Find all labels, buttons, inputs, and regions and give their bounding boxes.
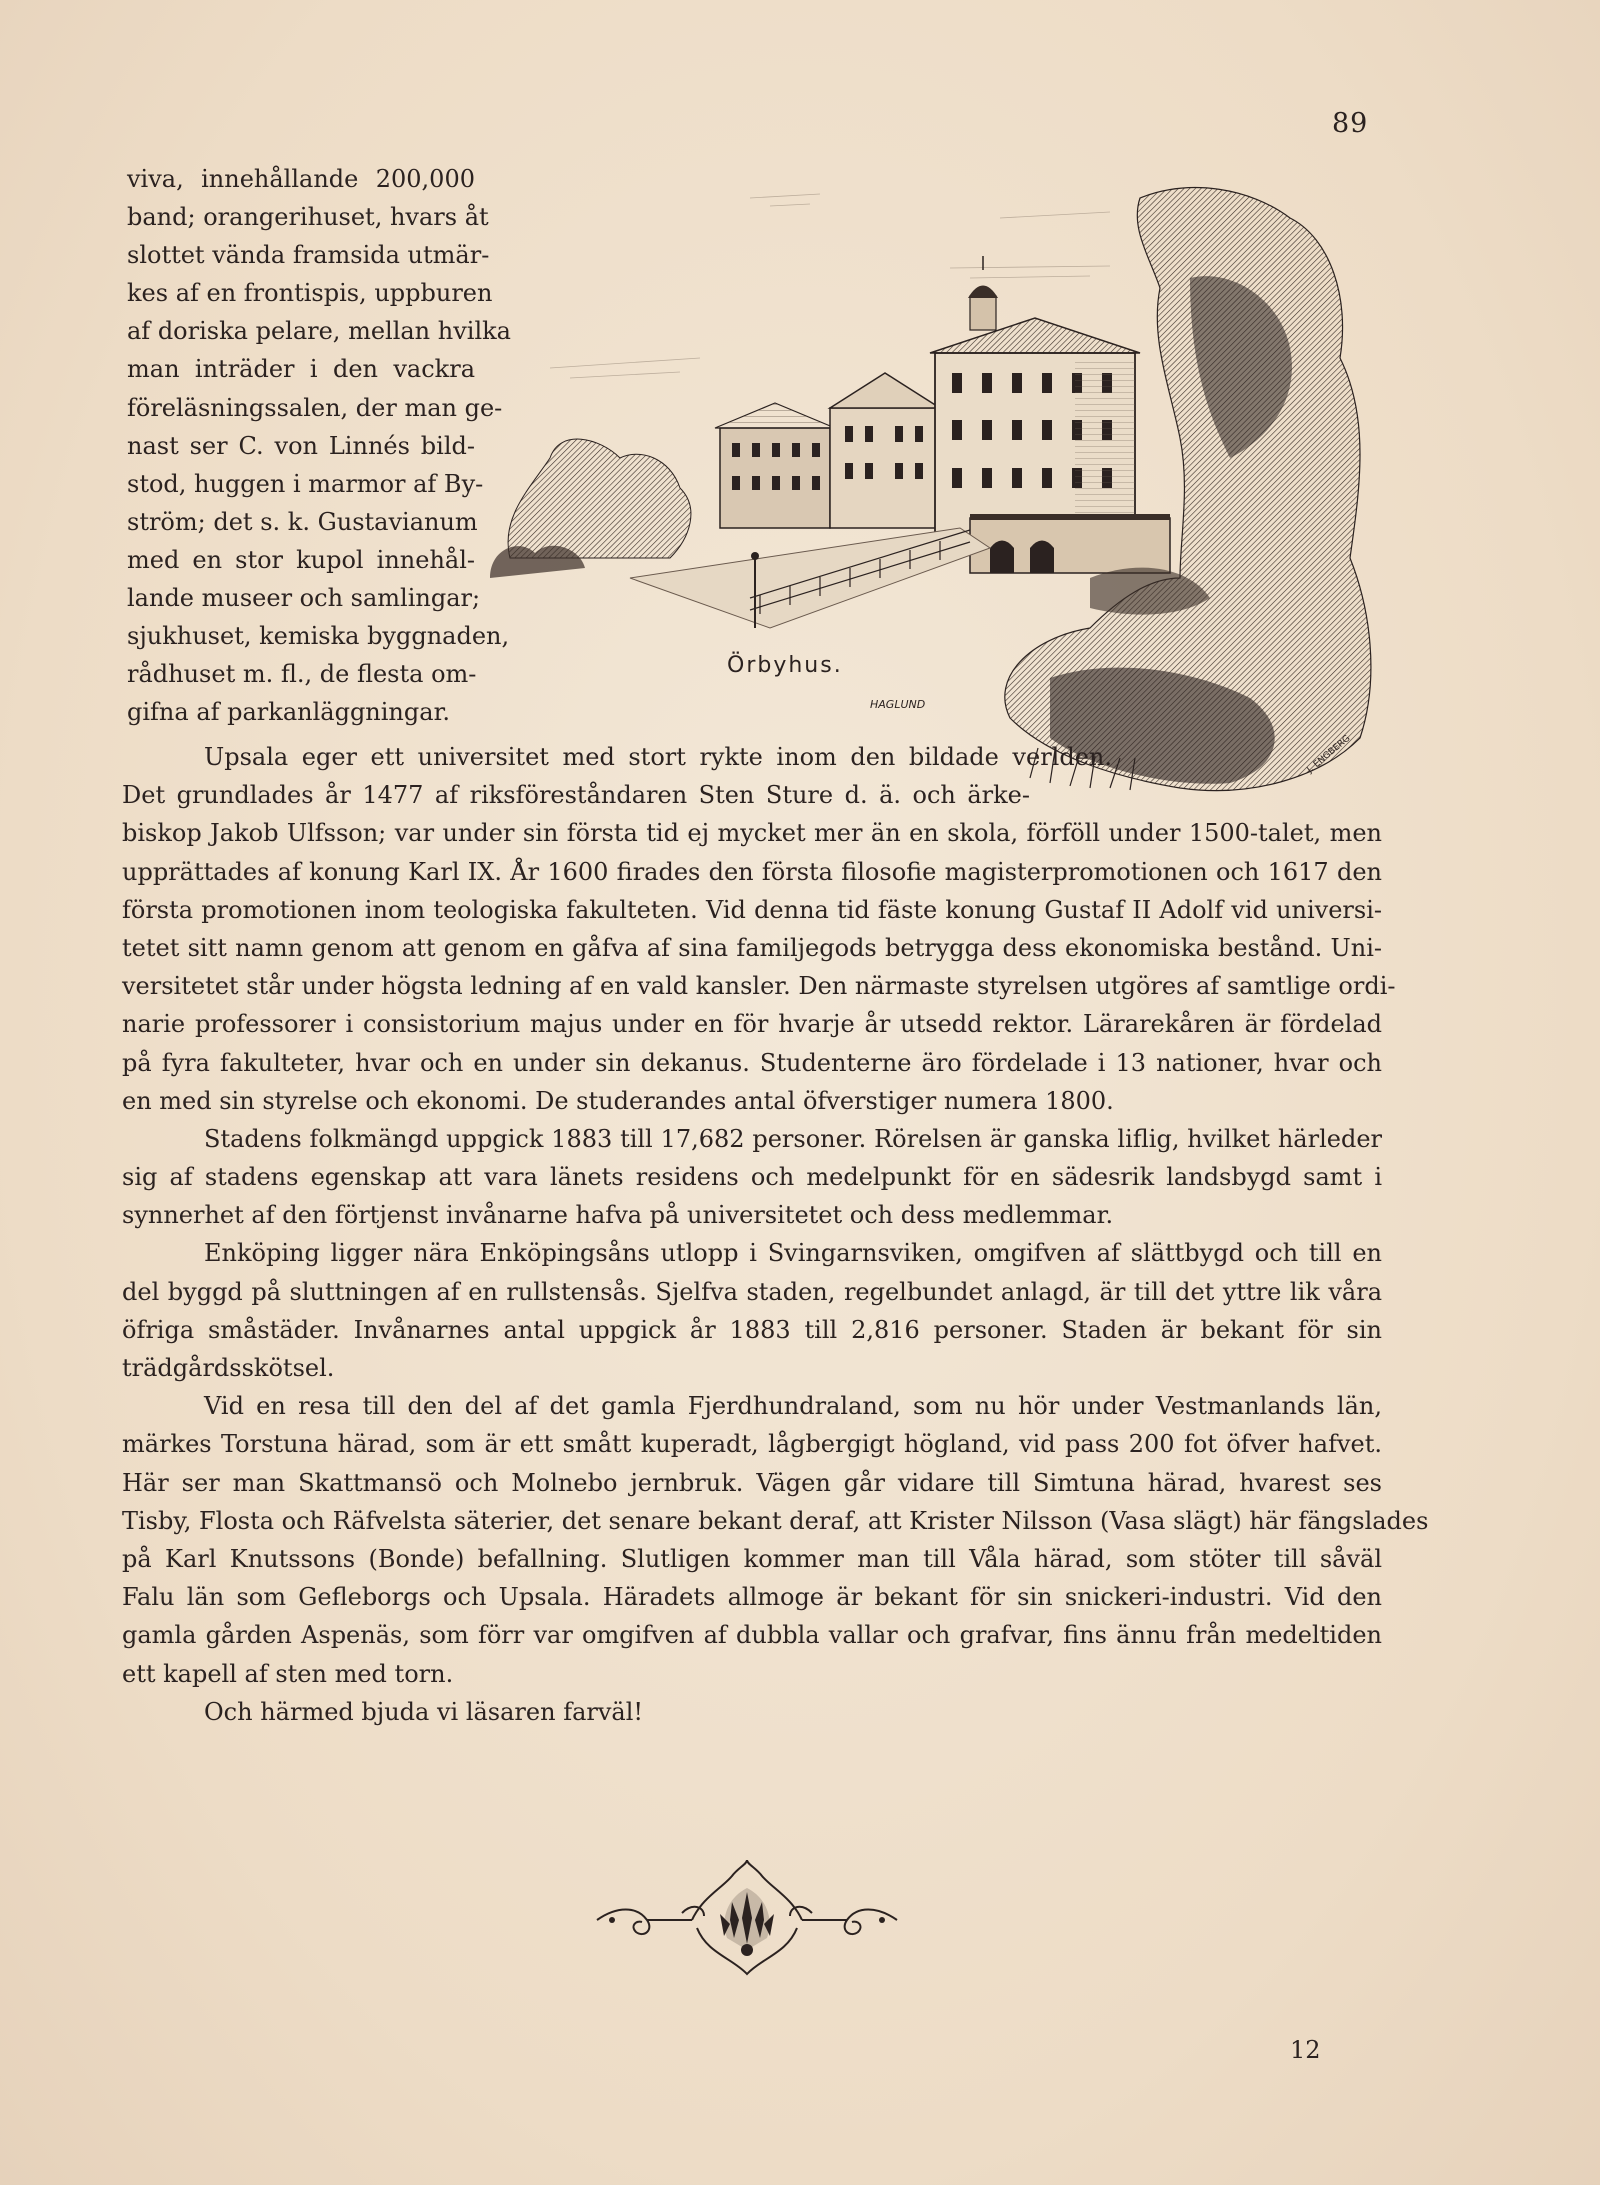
body-line: synnerhet af den förtjenst invånarne hafva på universitetet och dess medlemmar. — [122, 1201, 1114, 1230]
page-number: 89 — [1332, 108, 1369, 139]
body-line: Enköping ligger nära Enköpingsåns utlopp i Svingarnsviken, omgifven af slättbygd och till en — [204, 1239, 1382, 1268]
side-line: band; orangerihuset, hvars åt — [127, 203, 489, 232]
side-line: man inträder i den vackra — [127, 355, 475, 384]
body-line: Här ser man Skattmansö och Molnebo jernbruk. Vägen går vidare till Simtuna härad, hvarest ses — [122, 1468, 1382, 1497]
body-line: versitetet står under högsta ledning af en vald kansler. Den närmaste styrelsen utgöres af samtlige ordi- — [122, 972, 1396, 1001]
body-line: Det grundlades år 1477 af riksföreståndaren Sten Sture d. ä. och ärke- — [122, 781, 1030, 810]
body-line: sig af stadens egenskap att vara länets residens och medelpunkt för en sädesrik landsbygd samt i — [122, 1163, 1382, 1192]
body-line: första promotionen inom teologiska fakulteten. Vid denna tid fäste konung Gustaf II Adolf vid universi- — [122, 895, 1382, 924]
body-line: Tisby, Flosta och Räfvelsta säterier, det senare bekant deraf, att Krister Nilsson (Vasa slägt) här fängslades — [122, 1506, 1429, 1535]
side-line: gifna af parkanläggningar. — [127, 698, 451, 727]
body-line: Upsala eger ett universitet med stort rykte inom den bildade verlden. — [204, 743, 1112, 771]
side-line: viva, innehållande 200,000 — [127, 165, 475, 193]
body-line: märkes Torstuna härad, som är ett smått kuperadt, lågbergigt högland, vid pass 200 fot öfver hafvet. — [122, 1430, 1382, 1459]
body-line: gamla gården Aspenäs, som förr var omgifven af dubbla vallar och grafvar, fins ännu från medeltiden — [122, 1621, 1382, 1650]
side-line: nast ser C. von Linnés bild- — [127, 431, 475, 460]
side-line: rådhuset m. fl., de flesta om- — [127, 660, 477, 689]
body-line: Stadens folkmängd uppgick 1883 till 17,682 personer. Rörelsen är ganska liflig, hvilket härleder — [204, 1124, 1382, 1153]
side-line: med en stor kupol innehål- — [127, 545, 475, 574]
side-line: ström; det s. k. Gustavianum — [127, 507, 478, 536]
body-line: Och härmed bjuda vi läsaren farväl! — [204, 1697, 644, 1726]
illustration-caption: Örbyhus. — [727, 653, 843, 678]
engraver-signature: J. ENGBERG — [1305, 733, 1353, 776]
side-line: af doriska pelare, mellan hvilka — [127, 317, 511, 346]
side-line: lande museer och samlingar; — [127, 584, 481, 613]
body-line: upprättades af konung Karl IX. År 1600 firades den första filosofie magisterpromotionen och 1617 den — [122, 857, 1382, 886]
body-line: Falu län som Gefleborgs och Upsala. Häradets allmoge är bekant för sin snickeri-industri. Vid den — [122, 1583, 1382, 1612]
body-line: narie professorer i consistorium majus under en för hvarje år utsedd rektor. Lärarekåren är fördelad — [122, 1010, 1382, 1039]
orbyhus-engraving — [490, 158, 1390, 818]
body-line: biskop Jakob Ulfsson; var under sin första tid ej mycket mer än en skola, förföll under 1500-talet, men — [122, 819, 1382, 848]
body-line: på Karl Knutssons (Bonde) befallning. Slutligen kommer man till Våla härad, som stöter till såväl — [122, 1544, 1382, 1573]
side-line: slottet vända framsida utmär- — [127, 241, 490, 270]
artist-signature: HAGLUND — [870, 698, 926, 711]
side-line: sjukhuset, kemiska byggnaden, — [127, 622, 510, 651]
body-line: del byggd på sluttningen af en rullstensås. Sjelfva staden, regelbundet anlagd, är till det yttre lik våra — [122, 1277, 1382, 1306]
body-line: öfriga småstäder. Invånarnes antal uppgick år 1883 till 2,816 personer. Staden är bekant för sin — [122, 1315, 1382, 1344]
body-line: Vid en resa till den del af det gamla Fjerdhundraland, som nu hör under Vestmanlands län, — [204, 1392, 1382, 1421]
side-line: stod, huggen i marmor af By- — [127, 469, 484, 498]
body-line: på fyra fakulteter, hvar och en under sin dekanus. Studenterne äro fördelade i 13 nationer, hvar och — [122, 1048, 1382, 1077]
side-line: kes af en frontispis, uppburen — [127, 279, 493, 308]
body-line: en med sin styrelse och ekonomi. De studerandes antal öfverstiger numera 1800. — [122, 1086, 1114, 1115]
tailpiece-ornament — [592, 1858, 902, 1976]
body-text — [122, 738, 1429, 1731]
side-line: föreläsningssalen, der man ge- — [127, 393, 503, 422]
body-line: tetet sitt namn genom att genom en gåfva af sina familjegods betrygga dess ekonomiska bestånd. Uni- — [122, 933, 1382, 962]
body-line: trädgårdsskötsel. — [122, 1354, 335, 1382]
body-line: ett kapell af sten med torn. — [122, 1659, 454, 1688]
signature-mark: 12 — [1290, 2036, 1321, 2064]
side-column-text — [127, 160, 511, 731]
